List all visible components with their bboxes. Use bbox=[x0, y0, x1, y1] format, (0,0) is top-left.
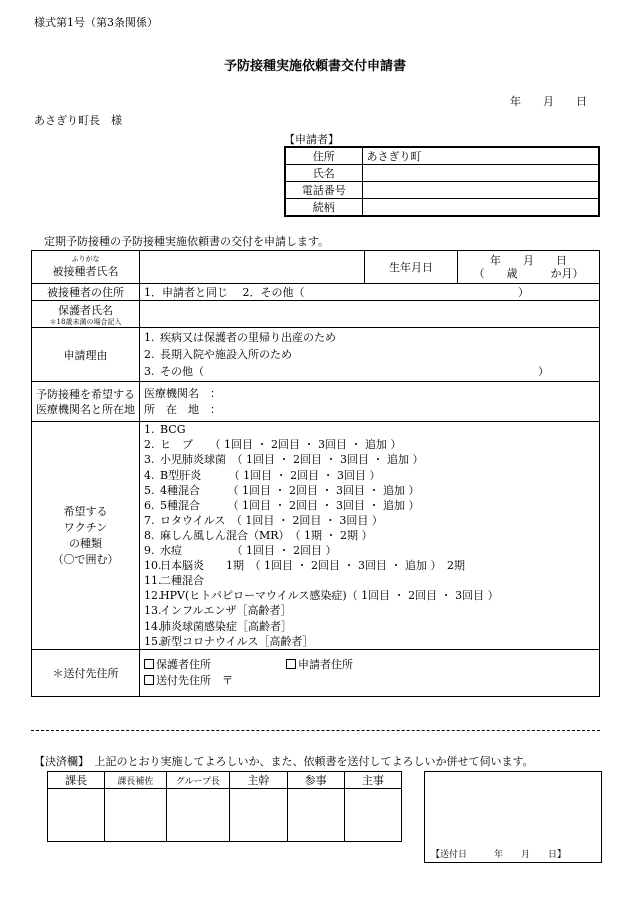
applicant-row-name bbox=[285, 165, 599, 182]
reason-text: その他（ bbox=[160, 365, 204, 378]
checkbox-icon[interactable] bbox=[144, 675, 154, 685]
facility-address-line: 所 在 地 ： bbox=[144, 402, 221, 416]
vaccine-text: HPV(ヒトパピローマウイルス感染症)（ 1回目 ・ 2回目 ・ 3回目 ） bbox=[160, 589, 499, 603]
cut-line-divider bbox=[31, 730, 600, 731]
applicant-phone-field[interactable] bbox=[362, 182, 599, 199]
vaccine-text: 麻しん風しん混合（MR） （ 1期 ・ 2期 ） bbox=[160, 528, 373, 542]
vaccine-item[interactable] bbox=[144, 558, 595, 573]
approval-col-header: 参事 bbox=[287, 772, 344, 789]
facility-label bbox=[32, 382, 140, 422]
vaccine-text: ヒ ブ （ 1回目 ・ 2回目 ・ 3回目 ・ 追加 ） bbox=[160, 438, 402, 452]
send-date-box[interactable] bbox=[424, 771, 602, 863]
reason-text: 疾病又は保護者の里帰り出産のため bbox=[160, 331, 336, 344]
applicant-name-field[interactable] bbox=[362, 165, 599, 182]
facility-name-line: 医療機関名 ： bbox=[144, 386, 221, 400]
checkbox-icon[interactable] bbox=[144, 659, 154, 669]
vaccine-list[interactable] bbox=[140, 422, 600, 650]
vaccine-item[interactable] bbox=[144, 422, 595, 437]
vaccine-num: 13. bbox=[144, 604, 162, 618]
applicant-heading: 【申請者】 bbox=[284, 133, 339, 146]
vaccine-label-line: 希望する bbox=[63, 504, 108, 518]
approval-seal-cell[interactable] bbox=[48, 789, 105, 842]
approval-heading bbox=[34, 753, 534, 769]
vaccine-num: 4. bbox=[144, 468, 155, 482]
vaccine-item[interactable] bbox=[144, 619, 595, 634]
reason-option-2[interactable] bbox=[144, 346, 595, 363]
vaccinee-row bbox=[32, 251, 600, 284]
address-close: ） bbox=[518, 286, 529, 299]
vaccine-item[interactable] bbox=[144, 603, 595, 618]
vaccinee-address-field[interactable] bbox=[140, 284, 600, 301]
vaccine-num: 8. bbox=[144, 528, 155, 542]
address-options: 1．申請者と同じ 2．その他（ bbox=[144, 286, 305, 299]
approval-seal-row bbox=[48, 789, 402, 842]
vaccine-num: 14. bbox=[144, 619, 162, 633]
vaccine-item[interactable] bbox=[144, 452, 595, 467]
request-statement: 定期予防接種の予防接種実施依頼書の交付を申請します。 bbox=[44, 235, 330, 248]
guardian-address-option[interactable] bbox=[144, 658, 211, 671]
vaccine-num: 12. bbox=[144, 589, 162, 603]
vaccinee-address-label: 被接種者の住所 bbox=[32, 284, 140, 301]
main-form-table bbox=[31, 250, 600, 697]
approval-seal-cell[interactable] bbox=[105, 789, 166, 842]
guardian-name-field[interactable] bbox=[140, 301, 600, 328]
guardian-note: ＊18歳未満の場合記入 bbox=[49, 317, 122, 326]
other-address-option[interactable] bbox=[144, 673, 595, 689]
other-address-text: 送付先住所 〒 bbox=[156, 674, 233, 687]
applicant-address-option[interactable] bbox=[286, 658, 353, 671]
applicant-address-label: 住所 bbox=[285, 147, 362, 165]
approval-text: 上記のとおり実施してよろしいか、また、依頼書を送付してよろしいか併せて伺います。 bbox=[94, 755, 534, 768]
approval-col-header: 課長補佐 bbox=[105, 772, 166, 789]
vaccine-item[interactable] bbox=[144, 513, 595, 528]
delivery-address-label: ＊送付先住所 bbox=[32, 650, 140, 697]
vaccine-num: 10. bbox=[144, 559, 162, 573]
birth-date-field[interactable] bbox=[458, 251, 600, 284]
reason-label: 申請理由 bbox=[32, 328, 140, 382]
approval-col-header: グループ長 bbox=[166, 772, 230, 789]
approval-col-header: 主幹 bbox=[230, 772, 287, 789]
vaccine-num: 3. bbox=[144, 453, 155, 467]
vaccinee-address-row bbox=[32, 284, 600, 301]
birth-date-age: （ 歳 か月） bbox=[473, 267, 584, 280]
applicant-row-relation bbox=[285, 199, 599, 217]
applicant-address-field[interactable]: あさぎり町 bbox=[362, 147, 599, 165]
guardian-row bbox=[32, 301, 600, 328]
page-title: 予防接種実施依頼書交付申請書 bbox=[223, 59, 406, 74]
vaccine-item[interactable] bbox=[144, 543, 595, 558]
vaccine-label-line: の種類 bbox=[69, 536, 102, 550]
reason-text: 長期入院や施設入所のため bbox=[160, 348, 292, 361]
applicant-row-address bbox=[285, 147, 599, 165]
vaccine-item[interactable] bbox=[144, 588, 595, 603]
applicant-relation-label: 続柄 bbox=[285, 199, 362, 217]
applicant-phone-label: 電話番号 bbox=[285, 182, 362, 199]
vaccine-text: ロタウイルス （ 1回目 ・ 2回目 ・ 3回目 ） bbox=[160, 513, 383, 527]
vaccine-text: 二種混合 bbox=[160, 574, 204, 588]
vaccine-item[interactable] bbox=[144, 528, 595, 543]
vaccine-label-line: （〇で囲む） bbox=[52, 552, 119, 566]
approval-seal-cell[interactable] bbox=[166, 789, 230, 842]
date-line: 年 月 日 bbox=[510, 95, 587, 108]
vaccine-num: 7. bbox=[144, 513, 155, 527]
reason-option-3[interactable] bbox=[144, 363, 595, 380]
vaccine-text: BCG bbox=[160, 423, 186, 437]
vaccine-text: 水痘 （ 1回目 ・ 2回目 ） bbox=[160, 544, 337, 558]
facility-row bbox=[32, 382, 600, 422]
applicant-address-text: 申請者住所 bbox=[298, 658, 353, 671]
vaccine-row bbox=[32, 422, 600, 650]
birth-date-label: 生年月日 bbox=[365, 251, 458, 284]
vaccine-num: 15. bbox=[144, 634, 162, 648]
send-date-text: 【送付日 年 月 日】 bbox=[431, 850, 567, 860]
approval-header-row bbox=[48, 772, 402, 789]
vaccine-num: 9. bbox=[144, 544, 155, 558]
guardian-name-label bbox=[32, 301, 140, 328]
approval-seal-cell[interactable] bbox=[287, 789, 344, 842]
vaccine-text: インフルエンザ［高齢者］ bbox=[160, 604, 292, 618]
vaccinee-name-label bbox=[32, 251, 140, 284]
vaccinee-name-field[interactable] bbox=[140, 251, 365, 284]
birth-date-ymd: 年 月 日 bbox=[490, 254, 567, 267]
vaccine-text: 日本脳炎 1期 （ 1回目 ・ 2回目 ・ 3回目 ・ 追加 ） 2期 bbox=[160, 559, 465, 573]
guardian-address-text: 保護者住所 bbox=[156, 658, 211, 671]
reason-num: 2. bbox=[144, 348, 155, 361]
approval-seal-cell[interactable] bbox=[344, 789, 401, 842]
applicant-relation-field[interactable] bbox=[362, 199, 599, 217]
applicant-table bbox=[284, 146, 600, 217]
delivery-address-field[interactable] bbox=[140, 650, 600, 697]
delivery-row bbox=[32, 650, 600, 697]
vaccine-item[interactable] bbox=[144, 573, 595, 588]
form-number: 様式第1号（第3条関係） bbox=[34, 16, 158, 29]
reason-num: 3. bbox=[144, 365, 155, 378]
vaccine-item[interactable] bbox=[144, 498, 595, 513]
guardian-name-label-text: 保護者氏名 bbox=[58, 303, 113, 317]
addressee: あさぎり町長 様 bbox=[34, 114, 122, 127]
vaccine-item[interactable] bbox=[144, 437, 595, 452]
reason-option-1[interactable] bbox=[144, 329, 595, 346]
vaccine-num: 5. bbox=[144, 483, 155, 497]
vaccinee-name-label-text: 被接種者氏名 bbox=[52, 265, 119, 278]
vaccine-text: 肺炎球菌感染症［高齢者］ bbox=[160, 619, 292, 633]
approval-col-header: 主事 bbox=[344, 772, 401, 789]
reason-options[interactable] bbox=[140, 328, 600, 382]
checkbox-icon[interactable] bbox=[286, 659, 296, 669]
approval-table bbox=[47, 771, 402, 842]
facility-field[interactable] bbox=[140, 382, 600, 422]
vaccine-label-line: ワクチン bbox=[63, 520, 108, 534]
applicant-row-phone bbox=[285, 182, 599, 199]
reason-row bbox=[32, 328, 600, 382]
applicant-name-label: 氏名 bbox=[285, 165, 362, 182]
facility-label-line-2: 医療機関名と所在地 bbox=[36, 402, 135, 416]
vaccine-text: 新型コロナウイルス［高齢者］ bbox=[160, 634, 314, 648]
facility-label-line-1: 予防接種を希望する bbox=[36, 387, 135, 401]
vaccine-text: 4種混合 （ 1回目 ・ 2回目 ・ 3回目 ・ 追加 ） bbox=[160, 483, 420, 497]
furigana-label: ふりがな bbox=[71, 255, 100, 263]
vaccine-item[interactable] bbox=[144, 483, 595, 498]
approval-col-header: 課長 bbox=[48, 772, 105, 789]
vaccine-num: 2. bbox=[144, 438, 155, 452]
approval-seal-cell[interactable] bbox=[230, 789, 287, 842]
approval-label: 【決済欄】 bbox=[34, 755, 84, 768]
vaccine-text: 5種混合 （ 1回目 ・ 2回目 ・ 3回目 ・ 追加 ） bbox=[160, 498, 420, 512]
vaccine-text: 小児肺炎球菌 （ 1回目 ・ 2回目 ・ 3回目 ・ 追加 ） bbox=[160, 453, 424, 467]
vaccine-text: B型肝炎 （ 1回目 ・ 2回目 ・ 3回目 ） bbox=[160, 468, 381, 482]
vaccine-item[interactable] bbox=[144, 634, 595, 649]
vaccine-item[interactable] bbox=[144, 468, 595, 483]
vaccine-num: 6. bbox=[144, 498, 155, 512]
vaccine-num: 1. bbox=[144, 423, 155, 437]
reason-num: 1. bbox=[144, 331, 155, 344]
vaccine-num: 11. bbox=[144, 574, 162, 588]
vaccine-type-label bbox=[32, 422, 140, 650]
reason-close: ） bbox=[538, 365, 549, 378]
